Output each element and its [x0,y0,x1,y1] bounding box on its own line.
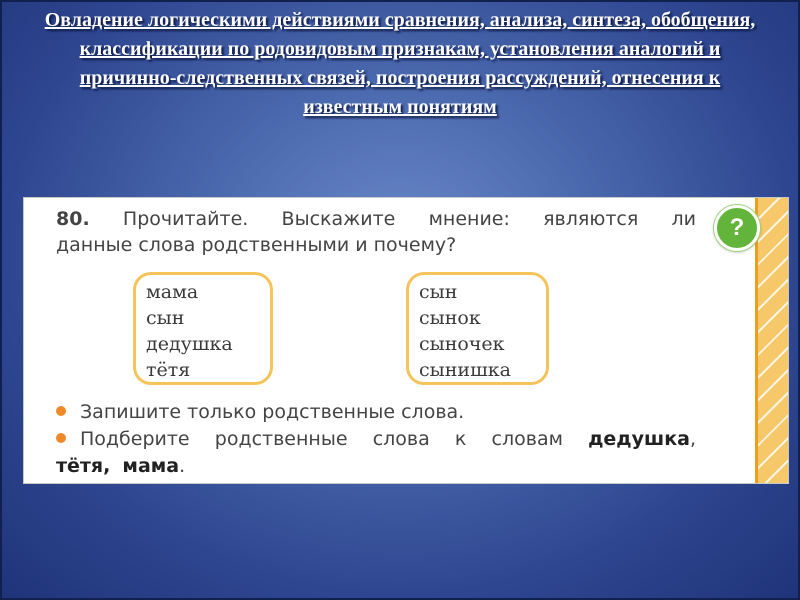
exercise-line-2: данные слова родственными и почему? [56,234,457,256]
word-item: мама [146,281,199,303]
task-1-text: Запишите только родственные слова. [80,401,465,423]
word-box-right [406,272,549,385]
word-item: сын [146,307,185,329]
task-2-continued [56,453,696,480]
word-item: сыночек [419,333,505,355]
question-icon: ? [714,205,760,251]
word-item: тётя [146,359,191,381]
exercise-number: 80. [56,208,90,230]
exercise-line-1 [56,206,696,232]
bullet-dot-icon [56,433,66,443]
bullet-dot-icon [56,406,66,416]
task-2-word-tyotya: тётя, [56,455,111,477]
task-2-text: Подберите родственные слова к словам [80,428,563,450]
task-2-end: . [179,455,186,477]
task-2-comma: , [689,428,696,450]
decorative-stripe [755,198,788,483]
word-item: сынок [419,307,481,329]
task-1 [56,399,696,426]
word-box-left [133,272,273,385]
word-item: дедушка [146,333,233,355]
task-2-word-dedushka: дедушка [588,428,690,450]
word-item: сынишка [419,359,511,381]
task-2 [56,426,696,453]
exercise-card [23,197,789,484]
exercise-line-1-text: Прочитайте. Выскажите мнение: являются ли [122,208,696,230]
word-item: сын [419,281,458,303]
slide-title: Овладение логическими действиями сравнения, анализа, синтеза, обобщения, классификации по родовидовым признакам, установления аналогий и причинно-следственных связей, построения рассуждений, отнесения к известным понятиям [44,9,756,118]
task-2-word-mama: мама [122,455,180,477]
